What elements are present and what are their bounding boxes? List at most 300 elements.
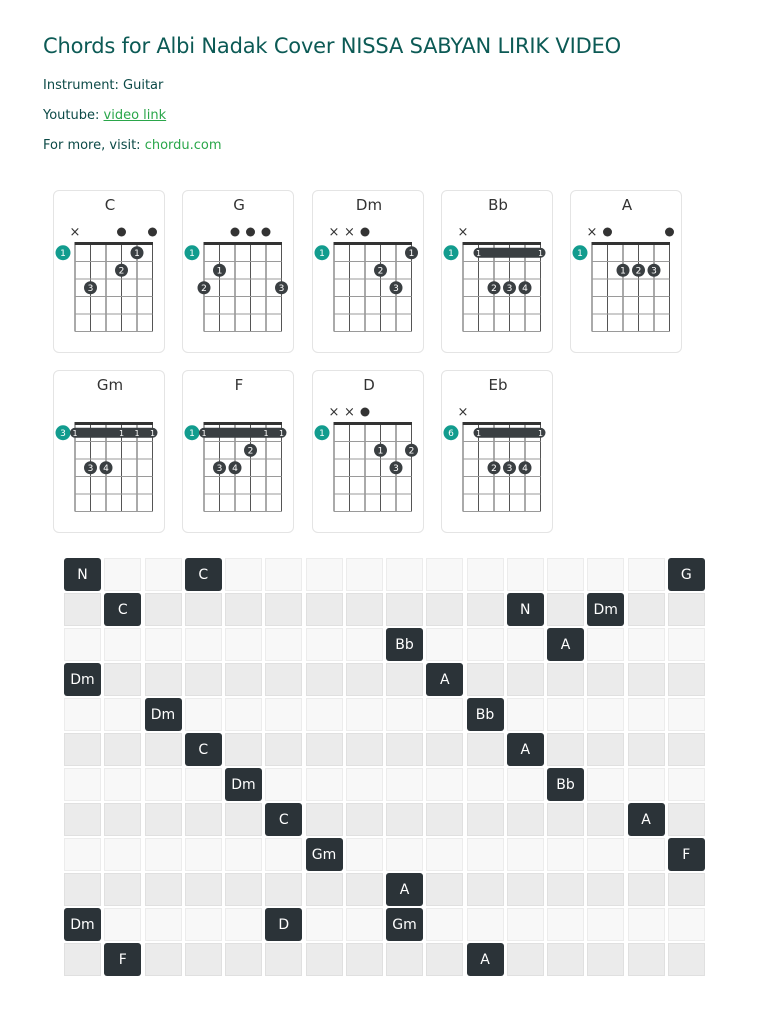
empty-beat-cell [426, 908, 463, 941]
empty-beat-cell [306, 733, 343, 766]
empty-beat-cell [185, 663, 222, 696]
barre-finger-label: 1 [263, 428, 269, 438]
chord-name: F [234, 376, 244, 394]
empty-beat-cell [426, 698, 463, 731]
svg-text:1: 1 [319, 428, 325, 439]
svg-text:2: 2 [201, 283, 207, 294]
empty-beat-cell [104, 838, 141, 871]
chord-name: Bb [488, 196, 508, 214]
empty-beat-cell [64, 733, 101, 766]
empty-beat-cell [185, 593, 222, 626]
empty-beat-cell [547, 663, 584, 696]
svg-text:1: 1 [216, 266, 223, 277]
empty-beat-cell [386, 698, 423, 731]
empty-beat-cell [185, 873, 222, 906]
empty-beat-cell [628, 908, 665, 941]
finger-dot [213, 264, 226, 277]
empty-beat-cell [426, 838, 463, 871]
empty-beat-cell [306, 803, 343, 836]
chord-card-eb[interactable] [441, 370, 553, 533]
barre-finger-label: 1 [118, 428, 125, 438]
empty-beat-cell [386, 558, 423, 591]
empty-beat-cell [265, 628, 302, 661]
empty-beat-cell [346, 803, 383, 836]
chord-name: C [104, 196, 116, 214]
empty-beat-cell [386, 803, 423, 836]
finger-dot [390, 281, 403, 294]
chord-cell-n[interactable]: N [507, 593, 544, 626]
empty-beat-cell [507, 908, 544, 941]
finger-dot [390, 461, 403, 474]
empty-beat-cell [64, 803, 101, 836]
empty-beat-cell [104, 628, 141, 661]
chord-cell-dm[interactable]: Dm [225, 768, 262, 801]
empty-beat-cell [225, 698, 262, 731]
finger-dot [617, 264, 630, 277]
empty-beat-cell [467, 908, 504, 941]
empty-beat-cell [64, 768, 101, 801]
chord-cell-a[interactable]: A [628, 803, 665, 836]
finger-dot [100, 461, 113, 474]
empty-beat-cell [467, 663, 504, 696]
empty-beat-cell [467, 593, 504, 626]
empty-beat-cell [265, 768, 302, 801]
empty-beat-cell [547, 558, 584, 591]
empty-beat-cell [346, 908, 383, 941]
empty-beat-cell [386, 733, 423, 766]
empty-beat-cell [587, 628, 624, 661]
muted-string-marker: × [344, 405, 355, 420]
chord-cell-dm[interactable]: Dm [587, 593, 624, 626]
open-string-marker [665, 228, 674, 237]
finger-dot [374, 444, 387, 457]
empty-beat-cell [265, 943, 302, 976]
empty-beat-cell [346, 838, 383, 871]
chord-cell-bb[interactable]: Bb [386, 628, 423, 661]
empty-beat-cell [104, 768, 141, 801]
finger-dot [84, 461, 97, 474]
fretboard-grid [204, 242, 283, 332]
svg-text:1: 1 [448, 248, 454, 259]
empty-beat-cell [145, 628, 182, 661]
finger-dot [84, 281, 97, 294]
empty-beat-cell [547, 838, 584, 871]
open-string-marker [246, 228, 255, 237]
svg-text:3: 3 [393, 463, 399, 474]
svg-text:3: 3 [87, 283, 94, 294]
empty-beat-cell [587, 803, 624, 836]
empty-beat-cell [306, 558, 343, 591]
empty-beat-cell [145, 593, 182, 626]
empty-beat-cell [507, 628, 544, 661]
empty-beat-cell [306, 768, 343, 801]
empty-beat-cell [507, 838, 544, 871]
start-fret-badge [573, 245, 588, 260]
empty-beat-cell [265, 873, 302, 906]
finger-dot [131, 246, 144, 259]
svg-text:2: 2 [247, 446, 254, 457]
empty-beat-cell [225, 908, 262, 941]
empty-beat-cell [467, 628, 504, 661]
empty-beat-cell [145, 663, 182, 696]
muted-string-marker: × [457, 405, 469, 420]
empty-beat-cell [104, 803, 141, 836]
youtube-video-link[interactable]: video link [103, 108, 167, 123]
open-string-marker [361, 408, 370, 417]
empty-beat-cell [104, 663, 141, 696]
chord-cell-a[interactable]: A [507, 733, 544, 766]
empty-beat-cell [386, 768, 423, 801]
empty-beat-cell [145, 733, 182, 766]
empty-beat-cell [426, 558, 463, 591]
empty-beat-cell [386, 593, 423, 626]
empty-beat-cell [628, 698, 665, 731]
chord-name: G [233, 196, 245, 214]
empty-beat-cell [628, 943, 665, 976]
finger-dot [503, 461, 516, 474]
svg-text:3: 3 [278, 283, 285, 294]
start-fret-badge [56, 245, 71, 260]
chord-card-f[interactable] [182, 370, 294, 533]
svg-text:1: 1 [189, 248, 195, 259]
muted-string-marker: × [328, 405, 340, 420]
empty-beat-cell [185, 628, 222, 661]
empty-beat-cell [185, 908, 222, 941]
svg-text:3: 3 [393, 283, 399, 294]
empty-beat-cell [346, 768, 383, 801]
empty-beat-cell [104, 873, 141, 906]
finger-dot [198, 281, 211, 294]
empty-beat-cell [467, 733, 504, 766]
chord-cell-dm[interactable]: Dm [64, 663, 101, 696]
chord-cell-c[interactable]: C [104, 593, 141, 626]
empty-beat-cell [145, 803, 182, 836]
empty-beat-cell [547, 873, 584, 906]
empty-beat-cell [145, 943, 182, 976]
open-string-marker [262, 228, 271, 237]
svg-text:4: 4 [103, 463, 109, 474]
empty-beat-cell [265, 593, 302, 626]
youtube-label: Youtube: [43, 108, 104, 123]
svg-text:2: 2 [118, 266, 125, 277]
empty-beat-cell [628, 733, 665, 766]
empty-beat-cell [346, 558, 383, 591]
empty-beat-cell [386, 663, 423, 696]
empty-beat-cell [426, 873, 463, 906]
chord-card-g[interactable] [182, 190, 294, 353]
empty-beat-cell [265, 663, 302, 696]
empty-beat-cell [507, 873, 544, 906]
empty-beat-cell [467, 558, 504, 591]
open-string-marker [361, 228, 370, 237]
empty-beat-cell [668, 593, 705, 626]
chord-cell-dm[interactable]: Dm [145, 698, 182, 731]
muted-string-marker: × [69, 225, 81, 240]
empty-beat-cell [306, 663, 343, 696]
page-title: Chords for Albi Nadak Cover NISSA SABYAN LIRIK VIDEO [43, 34, 621, 58]
empty-beat-cell [628, 663, 665, 696]
barre-finger-label: 1 [201, 428, 207, 438]
chord-cell-d[interactable]: D [265, 908, 302, 941]
empty-beat-cell [628, 768, 665, 801]
empty-beat-cell [265, 698, 302, 731]
empty-beat-cell [587, 838, 624, 871]
chord-cell-n[interactable]: N [64, 558, 101, 591]
empty-beat-cell [668, 908, 705, 941]
barre-bar [70, 428, 158, 438]
svg-text:1: 1 [189, 428, 195, 439]
empty-beat-cell [628, 628, 665, 661]
barre-finger-label: 1 [475, 248, 482, 258]
barre-finger-label: 1 [134, 428, 140, 438]
empty-beat-cell [587, 663, 624, 696]
empty-beat-cell [185, 768, 222, 801]
empty-beat-cell [547, 943, 584, 976]
empty-beat-cell [507, 943, 544, 976]
barre-finger-label: 1 [149, 428, 156, 438]
empty-beat-cell [547, 733, 584, 766]
empty-beat-cell [467, 873, 504, 906]
muted-string-marker: × [344, 225, 355, 240]
empty-beat-cell [346, 733, 383, 766]
chord-name: A [621, 196, 633, 214]
empty-beat-cell [306, 943, 343, 976]
chord-cell-a[interactable]: A [547, 628, 584, 661]
empty-beat-cell [587, 698, 624, 731]
chordu-site-link[interactable]: chordu.com [144, 138, 222, 153]
empty-beat-cell [104, 733, 141, 766]
svg-text:1: 1 [620, 266, 626, 277]
start-fret-badge [315, 425, 330, 440]
empty-beat-cell [225, 628, 262, 661]
empty-beat-cell [64, 838, 101, 871]
svg-text:1: 1 [408, 248, 415, 259]
finger-dot [213, 461, 226, 474]
chord-cell-c[interactable]: C [185, 558, 222, 591]
start-fret-badge [185, 425, 200, 440]
empty-beat-cell [225, 943, 262, 976]
finger-dot [244, 444, 257, 457]
empty-beat-cell [265, 733, 302, 766]
empty-beat-cell [185, 698, 222, 731]
empty-beat-cell [628, 558, 665, 591]
empty-beat-cell [64, 943, 101, 976]
finger-dot [488, 281, 501, 294]
chord-cell-gm[interactable]: Gm [306, 838, 343, 871]
empty-beat-cell [587, 908, 624, 941]
empty-beat-cell [587, 558, 624, 591]
chord-card-d[interactable] [312, 370, 424, 533]
empty-beat-cell [225, 593, 262, 626]
empty-beat-cell [145, 908, 182, 941]
empty-beat-cell [467, 768, 504, 801]
open-string-marker [231, 228, 240, 237]
empty-beat-cell [145, 873, 182, 906]
start-fret-badge [56, 425, 71, 440]
empty-beat-cell [587, 943, 624, 976]
svg-text:1: 1 [319, 248, 325, 259]
muted-string-marker: × [457, 225, 469, 240]
empty-beat-cell [225, 558, 262, 591]
empty-beat-cell [145, 768, 182, 801]
empty-beat-cell [104, 908, 141, 941]
chord-cell-a[interactable]: A [426, 663, 463, 696]
empty-beat-cell [587, 733, 624, 766]
empty-beat-cell [64, 698, 101, 731]
empty-beat-cell [185, 943, 222, 976]
chord-cell-bb[interactable]: Bb [467, 698, 504, 731]
finger-dot [519, 281, 532, 294]
empty-beat-cell [64, 593, 101, 626]
barre-bar [199, 428, 287, 438]
svg-text:4: 4 [232, 463, 238, 474]
empty-beat-cell [668, 943, 705, 976]
chord-name: Eb [488, 376, 508, 394]
empty-beat-cell [628, 873, 665, 906]
finger-dot [115, 264, 128, 277]
empty-beat-cell [668, 768, 705, 801]
finger-dot [374, 264, 387, 277]
empty-beat-cell [346, 943, 383, 976]
chord-card-a[interactable] [570, 190, 682, 353]
empty-beat-cell [628, 838, 665, 871]
svg-text:1: 1 [377, 446, 384, 457]
empty-beat-cell [386, 943, 423, 976]
barre-bar [474, 248, 546, 258]
start-fret-badge [185, 245, 200, 260]
empty-beat-cell [426, 733, 463, 766]
svg-text:2: 2 [377, 266, 384, 277]
finger-dot [488, 461, 501, 474]
empty-beat-cell [587, 873, 624, 906]
empty-beat-cell [306, 908, 343, 941]
finger-dot [648, 264, 661, 277]
empty-beat-cell [426, 803, 463, 836]
open-string-marker [148, 228, 157, 237]
empty-beat-cell [587, 768, 624, 801]
svg-text:3: 3 [506, 283, 513, 294]
barre-finger-label: 1 [475, 428, 482, 438]
finger-dot [503, 281, 516, 294]
empty-beat-cell [346, 593, 383, 626]
empty-beat-cell [426, 593, 463, 626]
empty-beat-cell [507, 698, 544, 731]
empty-beat-cell [547, 698, 584, 731]
svg-text:3: 3 [651, 266, 657, 277]
more-label: For more, visit: [43, 138, 145, 153]
empty-beat-cell [507, 768, 544, 801]
empty-beat-cell [547, 803, 584, 836]
instrument-label: Instrument: Guitar [43, 78, 164, 93]
start-fret-badge [315, 245, 330, 260]
empty-beat-cell [426, 628, 463, 661]
empty-beat-cell [386, 838, 423, 871]
chord-cell-a[interactable]: A [386, 873, 423, 906]
chord-sequence-grid [64, 558, 708, 978]
chord-cell-a[interactable]: A [467, 943, 504, 976]
empty-beat-cell [668, 663, 705, 696]
svg-text:1: 1 [577, 248, 583, 259]
muted-string-marker: × [586, 225, 598, 240]
chord-card-dm[interactable] [312, 190, 424, 353]
empty-beat-cell [467, 838, 504, 871]
empty-beat-cell [225, 838, 262, 871]
svg-text:4: 4 [522, 283, 528, 294]
chord-name: D [363, 376, 375, 394]
empty-beat-cell [265, 838, 302, 871]
empty-beat-cell [185, 803, 222, 836]
empty-beat-cell [225, 733, 262, 766]
empty-beat-cell [668, 698, 705, 731]
barre-finger-label: 1 [537, 248, 544, 258]
finger-dot [405, 444, 418, 457]
svg-text:3: 3 [216, 463, 223, 474]
empty-beat-cell [346, 698, 383, 731]
empty-beat-cell [225, 873, 262, 906]
chord-card-gm[interactable] [53, 370, 165, 533]
finger-dot [632, 264, 645, 277]
chord-card-c[interactable] [53, 190, 165, 353]
empty-beat-cell [346, 663, 383, 696]
empty-beat-cell [104, 698, 141, 731]
chord-name: Gm [96, 376, 124, 394]
start-fret-badge [444, 245, 459, 260]
chord-cell-bb[interactable]: Bb [547, 768, 584, 801]
empty-beat-cell [346, 873, 383, 906]
empty-beat-cell [306, 698, 343, 731]
chord-cell-c[interactable]: C [265, 803, 302, 836]
chord-card-bb[interactable] [441, 190, 553, 353]
empty-beat-cell [104, 558, 141, 591]
chord-cell-dm[interactable]: Dm [64, 908, 101, 941]
empty-beat-cell [306, 593, 343, 626]
svg-text:1: 1 [60, 248, 66, 259]
empty-beat-cell [628, 593, 665, 626]
empty-beat-cell [507, 803, 544, 836]
empty-beat-cell [145, 838, 182, 871]
empty-beat-cell [64, 873, 101, 906]
chord-cell-g[interactable]: G [668, 558, 705, 591]
empty-beat-cell [668, 873, 705, 906]
chord-name: Dm [355, 196, 383, 214]
svg-text:2: 2 [491, 283, 497, 294]
svg-text:4: 4 [522, 463, 528, 474]
empty-beat-cell [265, 558, 302, 591]
empty-beat-cell [225, 803, 262, 836]
start-fret-badge [444, 425, 459, 440]
svg-text:3: 3 [87, 463, 94, 474]
chord-cell-f[interactable]: F [104, 943, 141, 976]
chord-cell-f[interactable]: F [668, 838, 705, 871]
empty-beat-cell [346, 628, 383, 661]
chord-cell-c[interactable]: C [185, 733, 222, 766]
empty-beat-cell [547, 908, 584, 941]
barre-finger-label: 1 [72, 428, 78, 438]
muted-string-marker: × [328, 225, 340, 240]
empty-beat-cell [668, 733, 705, 766]
empty-beat-cell [426, 768, 463, 801]
chord-cell-gm[interactable]: Gm [386, 908, 423, 941]
empty-beat-cell [306, 628, 343, 661]
empty-beat-cell [185, 838, 222, 871]
empty-beat-cell [507, 663, 544, 696]
empty-beat-cell [145, 558, 182, 591]
open-string-marker [117, 228, 126, 237]
empty-beat-cell [225, 663, 262, 696]
empty-beat-cell [467, 803, 504, 836]
finger-dot [229, 461, 242, 474]
barre-finger-label: 1 [537, 428, 544, 438]
